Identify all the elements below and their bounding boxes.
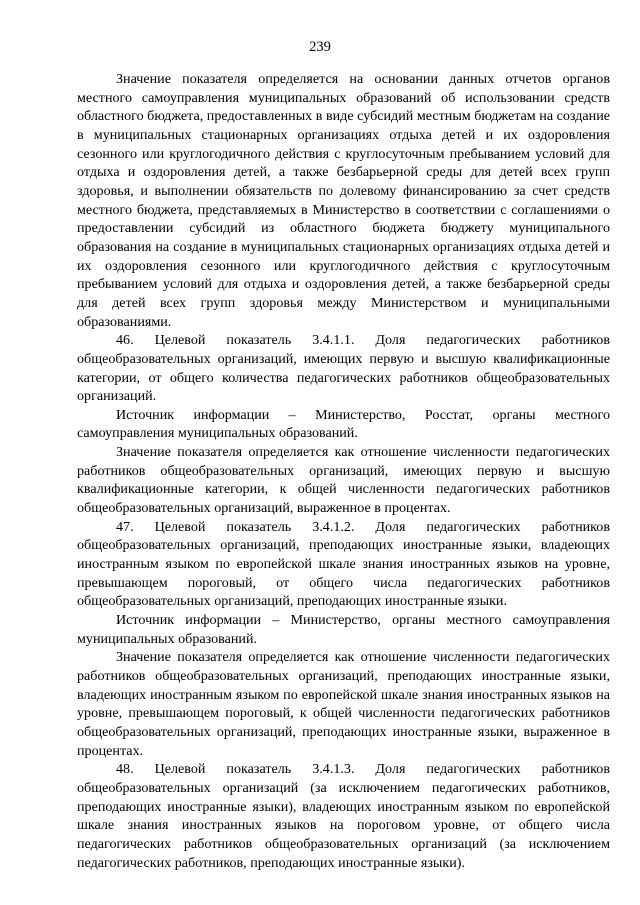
paragraph-indicator-48: 48. Целевой показатель 3.4.1.3. Доля педагогических работников общеобразовательных организаций (за исключением педагогических работников, преподающих иностранные языки), владеющих иностранным языком по европейской шкале знания иностранных языков на пороговом уровне, от общего числа педагогических работников общеобразовательных организаций (за исключением педагогических работников, преподающих иностранные языки). — [77, 761, 610, 871]
paragraph-indicator-46-calculation: Значение показателя определяется как отношение численности педагогических работников общеобразовательных организаций, имеющих первую и высшую квалификационные категории, к общей численности педагогических работников общеобразовательных организаций, выраженное в процентах. — [77, 444, 610, 517]
paragraph-indicator-47: 47. Целевой показатель 3.4.1.2. Доля педагогических работников общеобразовательных организаций, преподающих иностранные языки, владеющих иностранным языком по европейской шкале знания иностранных языков на уровне, превышающем пороговый, от общего числа педагогических работников общеобразовательных организаций, преподающих иностранные языки. — [77, 518, 610, 610]
paragraph-indicator-47-calculation: Значение показателя определяется как отношение численности педагогических работников общеобразовательных организаций, преподающих иностранные языки, владеющих иностранным языком по европейской шкале знания иностранных языков на уровне, превышающем пороговый, к общей численности педагогических работников общеобразовательных организаций, преподающих иностранные языки, выраженное в процентах. — [77, 649, 610, 759]
paragraph-indicator-47-source: Источник информации – Министерство, органы местного самоуправления муниципальных образований. — [77, 612, 610, 647]
paragraph-indicator-46: 46. Целевой показатель 3.4.1.1. Доля педагогических работников общеобразовательных организаций, имеющих первую и высшую квалификационные категории, от общего количества педагогических работников общеобразовательных организаций. — [77, 332, 610, 405]
paragraph-indicator-value-source: Значение показателя определяется на основании данных отчетов органов местного самоуправления муниципальных образований об использовании средств областного бюджета, предоставленных в виде субсидий местным бюджетам на создание в муниципальных стационарных организациях отдыха детей и их оздоровления сезонного или круглогодичного действия с круглосуточным пребыванием условий для отдыха и оздоровления детей, а также безбарьерной среды для детей всех групп здоровья, и выполнении обязательств по долевому финансированию за счет средств местного бюджета, представляемых в Министерство в соответствии с соглашениями о предоставлении субсидий из областного бюджета бюджету муниципального образования на создание в муниципальных стационарных организациях отдыха детей и их оздоровления сезонного или круглогодичного действия с круглосуточным пребыванием условий для отдыха и оздоровления детей, а также безбарьерной среды для детей всех групп здоровья между Министерством и муниципальными образованиями. — [77, 71, 610, 330]
paragraph-indicator-46-source: Источник информации – Министерство, Росстат, органы местного самоуправления муниципальных образований. — [77, 406, 610, 442]
document-body — [77, 70, 610, 872]
page-number: 239 — [309, 39, 331, 55]
